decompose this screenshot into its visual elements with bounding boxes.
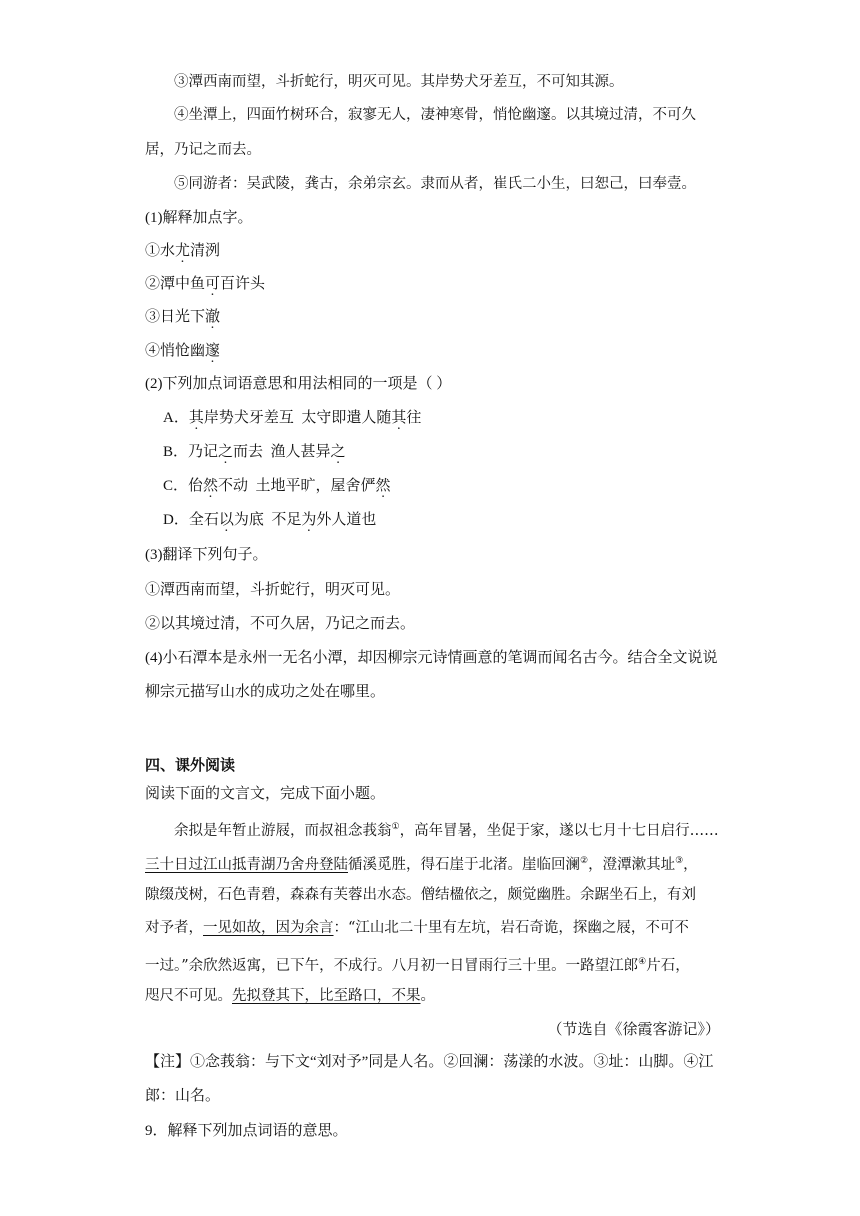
dotted-char: 尤 (175, 243, 191, 259)
passage-paragraph-3: ③潭西南而望，斗折蛇行，明灭可见。其岸势犬牙差互，不可知其源。 (174, 74, 624, 90)
reading-line-5: 一过。”余欣然返寓，已下午，不成行。八月初一日冒雨行三十里。一路望江郎④片石， (145, 957, 690, 974)
question-2-option-d: D．全石以为底 不足为外人道也 (163, 512, 377, 528)
underlined-sentence: 先拟登其下，比至路口，不果 (232, 988, 421, 1004)
reading-line-6: 咫尺不可见。先拟登其下，比至路口，不果。 (145, 988, 435, 1004)
question-1-title: (1)解释加点字。 (145, 210, 253, 226)
dotted-char: 然 (375, 478, 391, 494)
passage-paragraph-4-line-1: ④坐潭上，四面竹树环合，寂寥无人，凄神寒骨，悄怆幽邃。以其境过清，不可久 (174, 107, 696, 123)
source-citation: （节选自《徐霞客游记》） (547, 1022, 720, 1038)
dotted-char: 以 (218, 512, 234, 528)
note-line-2: 郎：山名。 (145, 1088, 221, 1104)
underlined-sentence: 一见如故，因为余言 (203, 920, 334, 936)
question-2-title: (2)下列加点词语意思和用法相同的一项是（ ） (145, 376, 452, 392)
passage-paragraph-4-line-2: 居，乃记之而去。 (145, 142, 261, 158)
dotted-char: 其 (188, 410, 204, 426)
question-3-title: (3)翻译下列句子。 (145, 547, 268, 563)
reading-line-4: 对予者，一见如故，因为余言：“江山北二十里有左坑，岩石奇诡，探幽之屐，不可不 (145, 920, 689, 936)
reading-line-2: 三十日过江山抵青湖乃舍舟登陆循溪觅胜，得石崖于北渚。崖临回澜②，澄潭漱其址③， (145, 856, 698, 873)
question-4-line-1: (4)小石潭本是永州一无名小潭，却因柳宗元诗情画意的笔调而闻名古今。结合全文说说 (145, 650, 718, 666)
question-2-option-a: A．其岸势犬牙差互 太守即遣人随其往 (163, 410, 422, 426)
dotted-char: 之 (330, 444, 346, 460)
dotted-char: 为 (301, 512, 317, 528)
question-3-sentence-2: ②以其境过清，不可久居，乃记之而去。 (145, 616, 416, 632)
question-9-title: 9．解释下列加点词语的意思。 (145, 1123, 348, 1139)
question-2-option-b: B．乃记之而去 渔人甚异之 (163, 444, 346, 460)
dotted-char: 然 (203, 478, 219, 494)
reading-line-3: 隙缀茂树，石色青碧，森森有芙蓉出水态。僧结楹依之，颇觉幽胜。余踞坐石上，有刘 (145, 887, 696, 903)
question-1-item-2: ②潭中鱼可百许头 (145, 276, 266, 292)
dotted-char: 其 (391, 410, 407, 426)
question-4-line-2: 柳宗元描写山水的成功之处在哪里。 (145, 684, 386, 700)
passage-paragraph-5: ⑤同游者：吴武陵，龚古，余弟宗玄。隶而从者，崔氏二小生，曰恕己，曰奉壹。 (174, 176, 696, 192)
underlined-sentence: 三十日过江山抵青湖乃舍舟登陆 (145, 856, 348, 873)
dotted-char: 之 (218, 444, 234, 460)
question-3-sentence-1: ①潭西南而望，斗折蛇行，明灭可见。 (145, 582, 401, 598)
question-2-option-c: C．佁然不动 土地平旷，屋舍俨然 (163, 478, 391, 494)
note-line-1: 【注】①念莪翁：与下文“刘对予”同是人名。②回澜：荡漾的水波。③址：山脚。④江 (145, 1054, 714, 1070)
section-intro: 阅读下面的文言文，完成下面小题。 (145, 786, 386, 802)
reading-line-1: 余拟是年暂止游屐，而叔祖念莪翁①，高年冒暑，坐促于家，遂以七月十七日启行…… (174, 822, 719, 839)
dotted-char: 澈 (205, 309, 221, 325)
question-1-item-1: ①水尤清洌 (145, 243, 221, 259)
section-heading: 四、课外阅读 (145, 758, 236, 774)
dotted-char: 邃 (205, 343, 221, 359)
question-1-item-4: ④悄怆幽邃 (145, 343, 221, 359)
question-1-item-3: ③日光下澈 (145, 309, 221, 325)
dotted-char: 可 (205, 276, 221, 292)
